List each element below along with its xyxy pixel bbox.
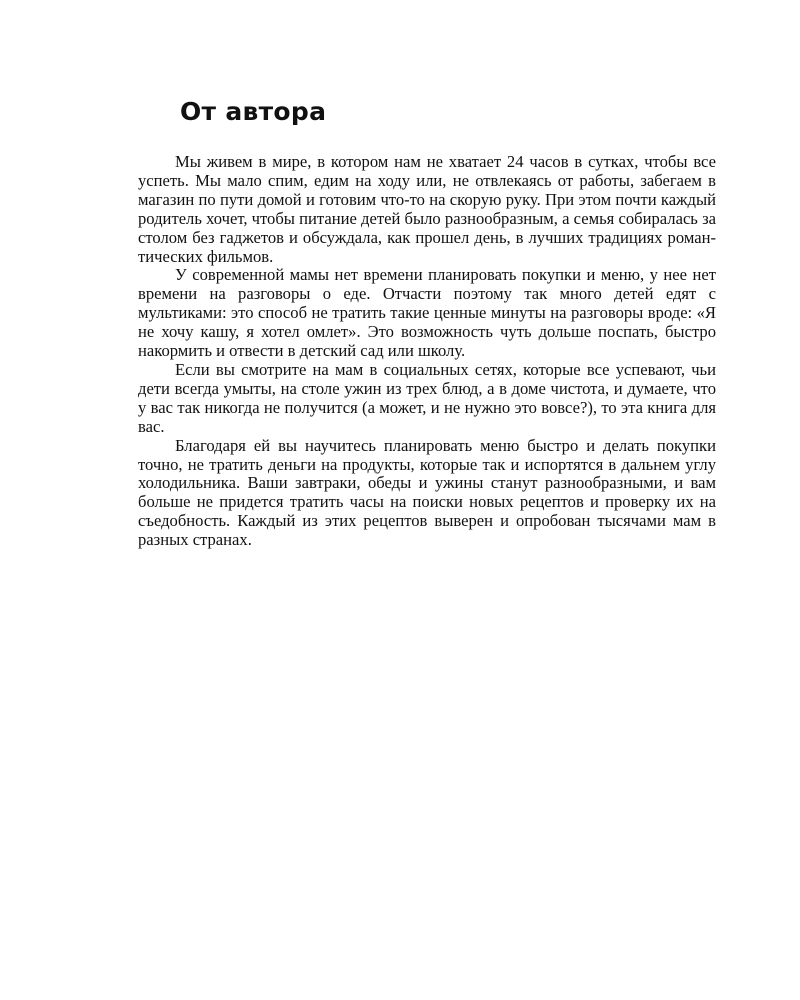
paragraph-1: Мы живем в мире, в котором нам не хватает 24 часов в сутках, чтобы все успеть. Мы мало спим, едим на ходу или, не отвлекаясь от работы, забегаем в магазин по пути домой и готовим что-то на скорую руку. При этом почти каждый родитель хочет, чтобы питание детей было разнообразным, а семья собиралась за столом без гаджетов и обсуждала, как прошел день, в лучших традициях романтических фильмов. [138, 152, 716, 266]
paragraph-2: У современной мамы нет времени планировать покупки и меню, у нее нет времени на разговоры о еде. Отчасти поэтому так много детей едят с мультиками: это способ не тратить такие ценные минуты на разговоры вроде: «Я не хочу кашу, я хотел омлет». Это возможность чуть дольше поспать, быстро накормить и отвести в детский сад или школу. [138, 265, 716, 361]
paragraph-4: Благодаря ей вы научитесь планировать меню быстро и делать покупки точно, не тратить деньги на продукты, которые так и испортятся в дальнем углу холодильника. Ваши завтраки, обеды и ужины станут разнообразными, и вам больше не придется тратить часы на поиски новых рецептов и проверку их на съедобность. Каждый из этих рецептов выверен и опробован тысячами мам в разных странах. [138, 435, 716, 550]
body-text [138, 153, 716, 550]
paragraph-3: Если вы смотрите на мам в социальных сетях, которые все успевают, чьи дети всегда умыты, на столе ужин из трех блюд, а в доме чистота, и думаете, что у вас так никогда не получится (а может, и не нужно это вовсе?), то эта книга для вас. [138, 359, 716, 436]
page-title: От автора [180, 97, 327, 126]
